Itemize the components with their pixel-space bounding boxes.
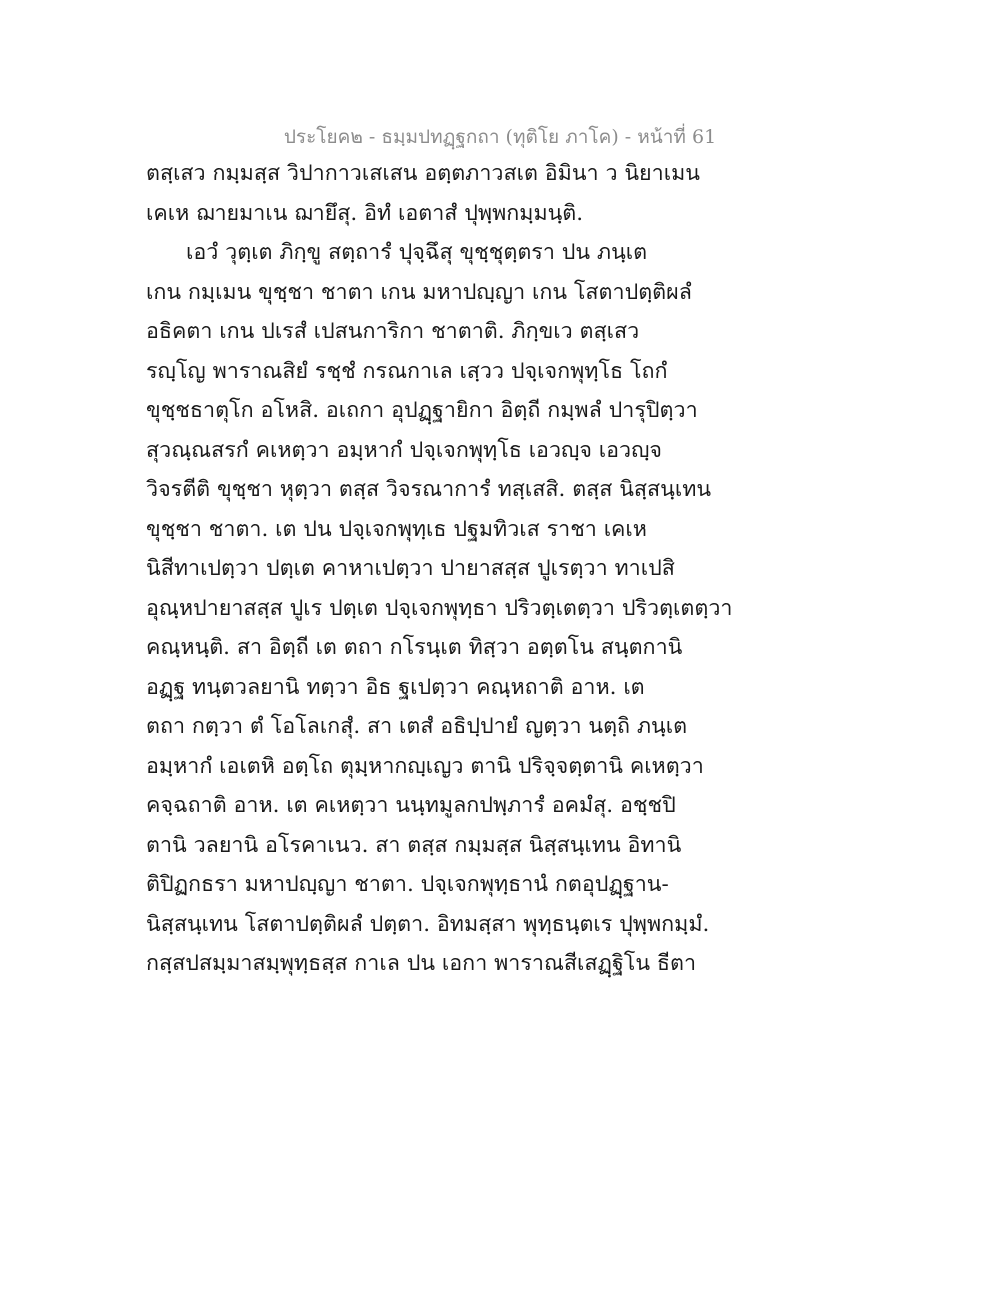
paragraph-start-line: เอวํ วุตฺเต ภิกฺขู สตฺถารํ ปุจฺฉึสุ ขุชฺชุตฺตรา ปน ภนฺเต	[186, 240, 648, 265]
text-line: เคเห ฌายมาเน ฌายึสุ. อิทํ เอตาสํ ปุพฺพกมฺมนฺติ.	[146, 200, 584, 226]
text-line: นิสฺสนฺเทน โสตาปตฺติผลํ ปตฺตา. อิทมสฺสา พุทฺธนฺตเร ปุพฺพกมฺมํ.	[146, 911, 710, 937]
text-line: คจฺฉถาติ อาห. เต คเหตฺวา นนฺทมูลกปพฺภารํ อคมํสุ. อชฺชปิ	[146, 793, 676, 818]
text-line: ตสฺเสว กมฺมสฺส วิปากาวเสเสน อตฺตภาวสเต อิมินา ว นิยาเมน	[146, 161, 700, 186]
text-line: ขุชฺชา ชาตา. เต ปน ปจฺเจกพุทฺเธ ปฐมทิวเส ราชา เคเห	[146, 516, 647, 542]
text-line: ตานิ วลยานิ อโรคาเนว. สา ตสฺส กมฺมสฺส นิสฺสนฺเทน อิทานิ	[146, 832, 682, 858]
text-line: อธิคตา เกน ปเรสํ เปสนการิกา ชาตาติ. ภิกฺขเว ตสฺเสว	[146, 319, 640, 344]
body-text	[146, 157, 766, 987]
text-line: เกน กมฺเมน ขุชฺชา ชาตา เกน มหาปญฺญา เกน โสตาปตฺติผลํ	[146, 279, 692, 305]
text-line: อุณฺหปายาสสฺส ปูเร ปตฺเต ปจฺเจกพุทฺธา ปริวตฺเตตฺวา ปริวตฺเตตฺวา	[146, 595, 733, 621]
text-line: คณฺหนฺติ. สา อิตฺถี เต ตถา กโรนฺเต ทิสฺวา อตฺตโน สนฺตกานิ	[146, 635, 683, 660]
text-line: กสฺสปสมฺมาสมฺพุทฺธสฺส กาเล ปน เอกา พาราณสีเสฏฺฐิโน ธีตา	[146, 951, 697, 976]
text-line: สุวณฺณสรกํ คเหตฺวา อมฺหากํ ปจฺเจกพุทฺโธ เอวญฺจ เอวญฺจ	[146, 437, 663, 463]
text-line: ตถา กตฺวา ตํ โอโลเกสุํ. สา เตสํ อธิปฺปายํ ญตฺวา นตฺถิ ภนฺเต	[146, 714, 688, 739]
text-line: อฏฺฐ ทนฺตวลยานิ ทตฺวา อิธ ฐเปตฺวา คณฺหถาติ อาห. เต	[146, 674, 645, 700]
text-line: ขุชฺชธาตุโก อโหสิ. อเถกา อุปฏฺฐายิกา อิตฺถี กมฺพลํ ปารุปิตฺวา	[146, 398, 698, 423]
page-header: ประโยค๒ - ธมฺมปทฏฺฐกถา (ทุติโย ภาโค) - หน้าที่ 61	[283, 126, 717, 148]
text-line: รญฺโญ พาราณสิยํ รชฺชํ กรณกาเล เสฺวว ปจฺเจกพุทฺโธ โถกํ	[146, 358, 668, 384]
text-line: ติปิฏกธรา มหาปญฺญา ชาตา. ปจฺเจกพุทฺธานํ กตอุปฏฺฐาน-	[146, 872, 669, 897]
text-line: วิจรตีติ ขุชฺชา หุตฺวา ตสฺส วิจรณาการํ ทสฺเสสิ. ตสฺส นิสฺสนฺเทน	[146, 477, 712, 502]
text-line: อมฺหากํ เอเตหิ อตฺโถ ตุมฺหากญฺเญว ตานิ ปริจฺจตฺตานิ คเหตฺวา	[146, 753, 704, 779]
text-line: นิสีทาเปตฺวา ปตฺเต คาหาเปตฺวา ปายาสสฺส ปูเรตฺวา ทาเปสิ	[146, 556, 675, 581]
